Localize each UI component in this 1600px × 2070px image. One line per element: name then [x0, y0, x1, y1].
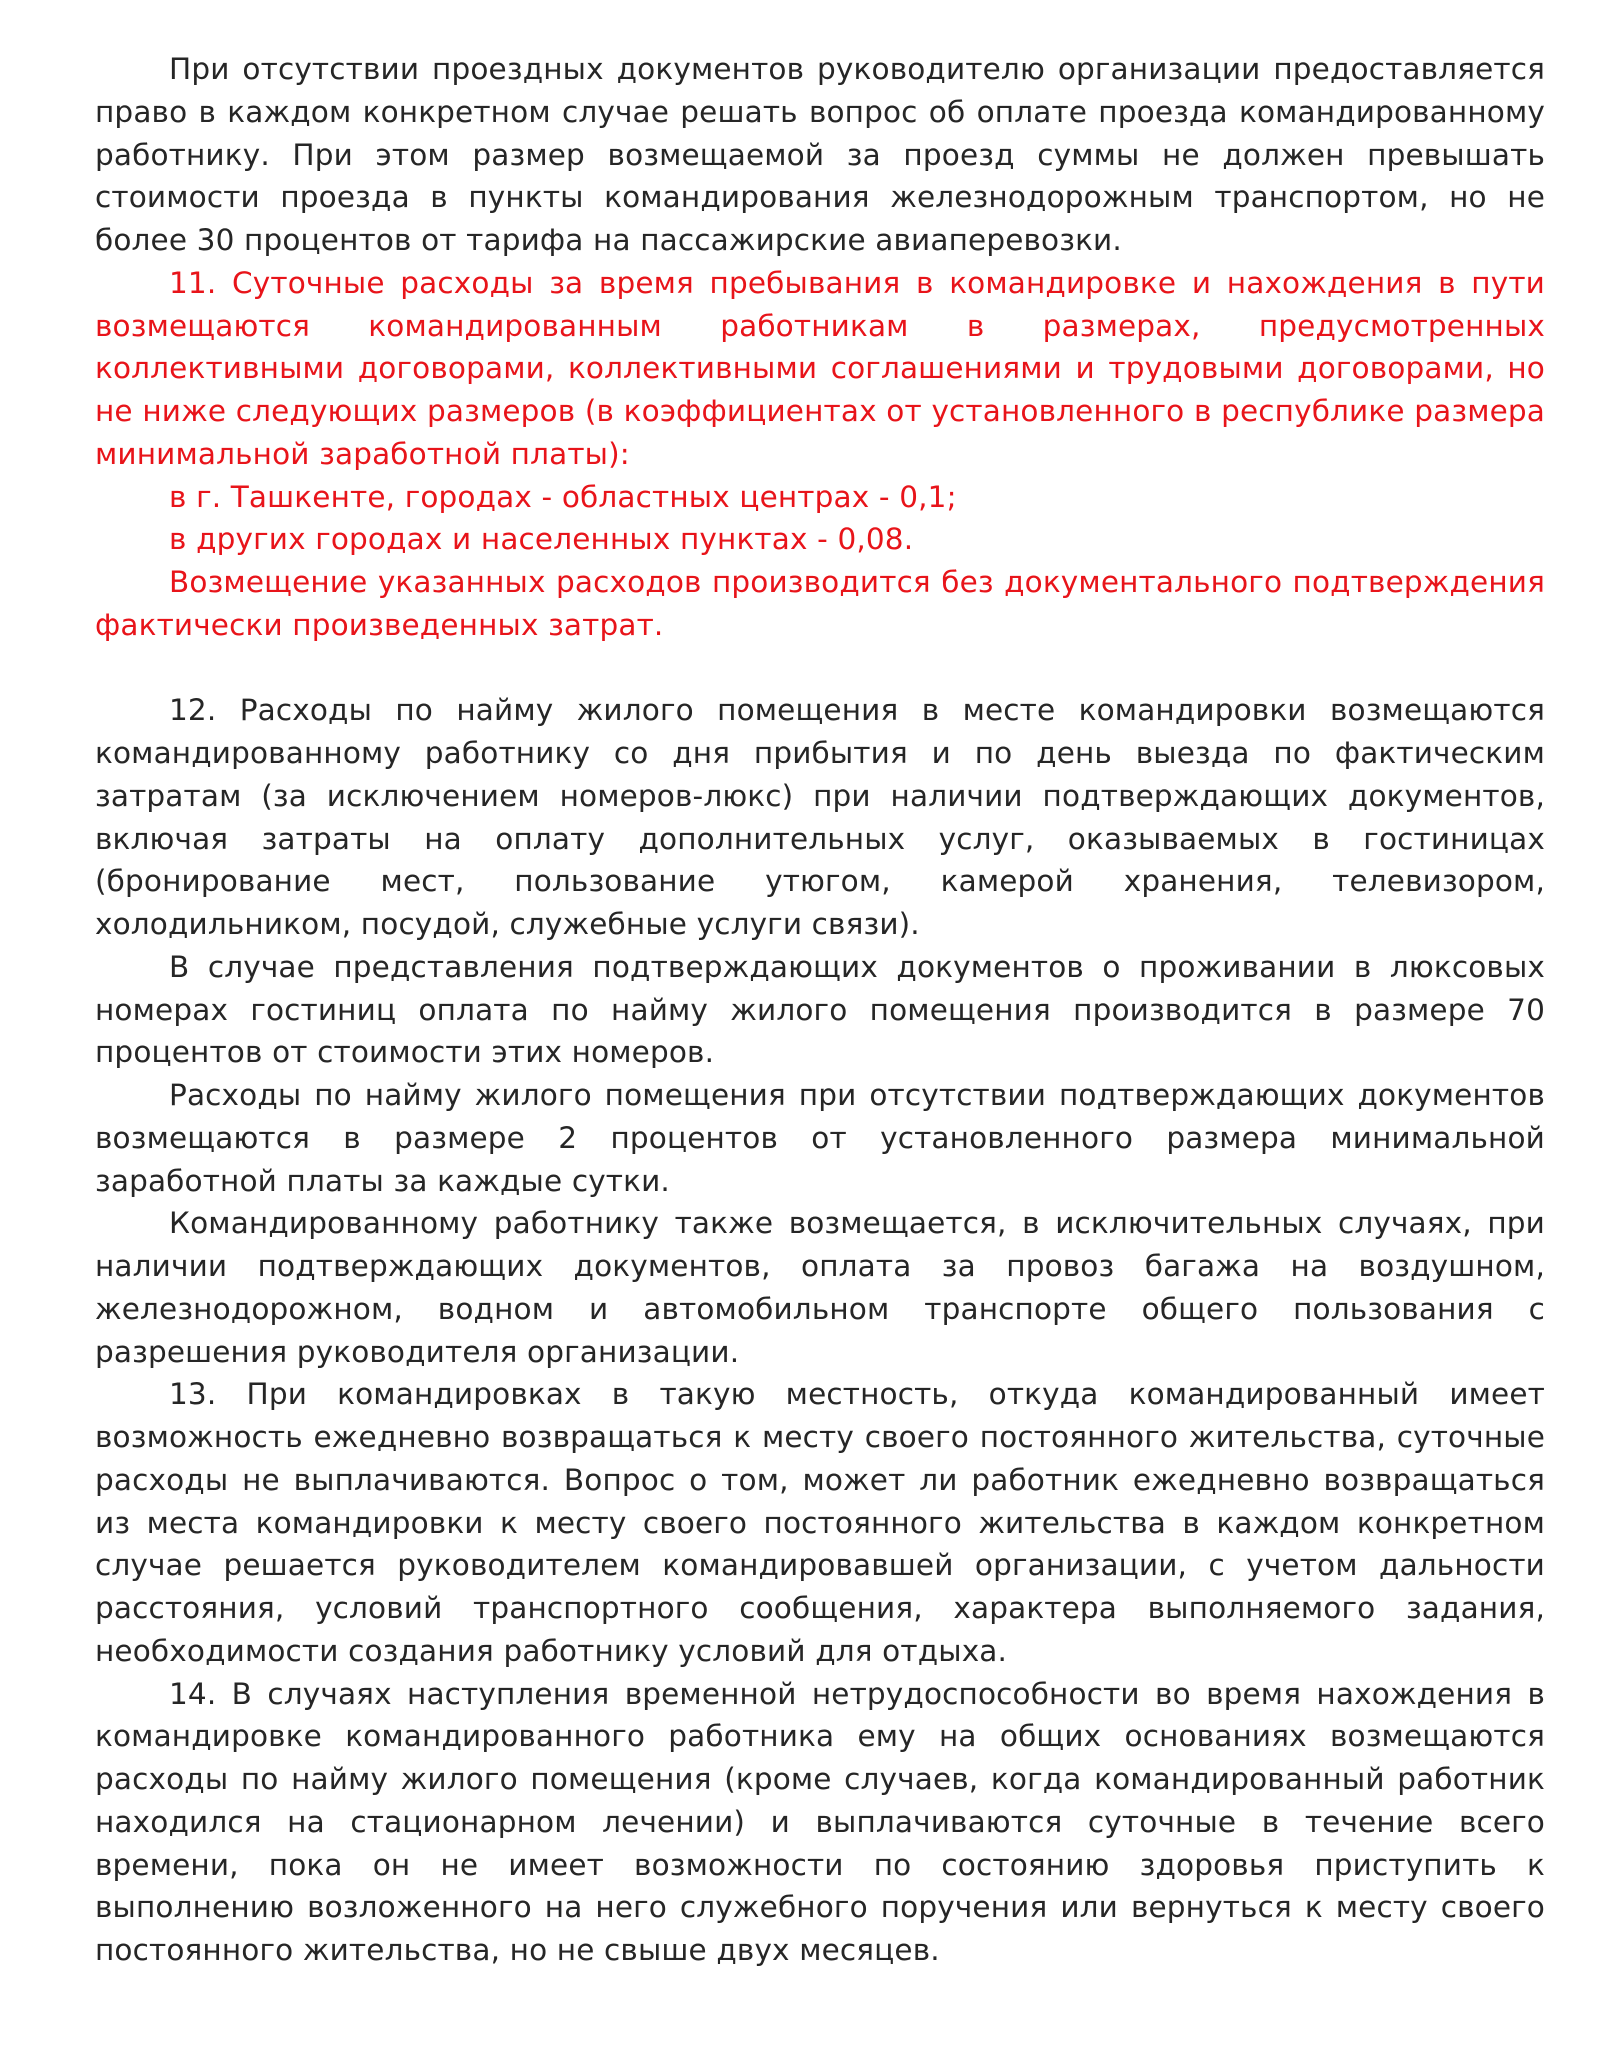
paragraph-14-sick-leave: 14. В случаях наступления временной нетрудоспособности во время нахождения в командировке командированного работника ему на общих основаниях возмещаются расходы по найму жилого помещения (кроме случаев, когда командированный работник находился на стационарном лечении) и выплачиваются суточные в течение всего времени, пока он не имеет возможности по состоянию здоровья приступить к выполнению возложенного на него служебного поручения или вернуться к месту своего постоянного жительства, но не свыше двух месяцев.	[95, 1676, 1545, 1967]
paragraph-baggage: Командированному работнику также возмещается, в исключительных случаях, при наличии подтверждающих документов, оплата за провоз багажа на воздушном, железнодорожном, водном и автомобильном транспорте общего пользования с разрешения руководителя организации.	[95, 1206, 1545, 1369]
rate-tashkent: в г. Ташкенте, городах - областных центрах - 0,1;	[169, 479, 957, 514]
paragraph-11-daily-allowance: 11. Суточные расходы за время пребывания в командировке и нахождения в пути возмещаются командированным работникам в размерах, предусмотренных коллективными договорами, коллективными соглашениями и трудовыми договорами, но не ниже следующих размеров (в коэффициентах от установленного в республике размера минимальной заработной платы):	[95, 265, 1545, 471]
paragraph-travel-documents: При отсутствии проездных документов руководителю организации предоставляется право в каждом конкретном случае решать вопрос об оплате проезда командированному работнику. При этом размер возмещаемой за проезд суммы не должен превышать стоимости проезда в пункты командирования железнодорожным транспортом, но не более 30 процентов от тарифа на пассажирские авиаперевозки.	[95, 52, 1545, 257]
paragraph-12-accommodation: 12. Расходы по найму жилого помещения в месте командировки возмещаются командированному работнику со дня прибытия и по день выезда по фактическим затратам (за исключением номеров-люкс) при наличии подтверждающих документов, включая затраты на оплату дополнительных услуг, оказываемых в гостиницах (бронирование мест, пользование утюгом, камерой хранения, телевизором, холодильником, посудой, служебные услуги связи).	[95, 693, 1545, 941]
paragraph-no-receipts: Расходы по найму жилого помещения при отсутствии подтверждающих документов возмещаются в размере 2 процентов от установленного размера минимальной заработной платы за каждые сутки.	[95, 1078, 1545, 1198]
paragraph-spacer	[95, 647, 1545, 690]
paragraph-no-documentation: Возмещение указанных расходов производится без документального подтверждения фактически произведенных затрат.	[95, 565, 1545, 642]
paragraph-luxury-rooms: В случае представления подтверждающих документов о проживании в люксовых номерах гостиниц оплата по найму жилого помещения производится в размере 70 процентов от стоимости этих номеров.	[95, 949, 1545, 1070]
document-body	[95, 48, 1545, 1972]
rate-other-cities: в других городах и населенных пунктах - 0,08.	[169, 522, 914, 557]
paragraph-13-daily-return: 13. При командировках в такую местность, откуда командированный имеет возможность ежедневно возвращаться к месту своего постоянного жительства, суточные расходы не выплачиваются. Вопрос о том, может ли работник ежедневно возвращаться из места командировки к месту своего постоянного жительства в каждом конкретном случае решается руководителем командировавшей организации, с учетом дальности расстояния, условий транспортного сообщения, характера выполняемого задания, необходимости создания работнику условий для отдыха.	[95, 1377, 1545, 1668]
